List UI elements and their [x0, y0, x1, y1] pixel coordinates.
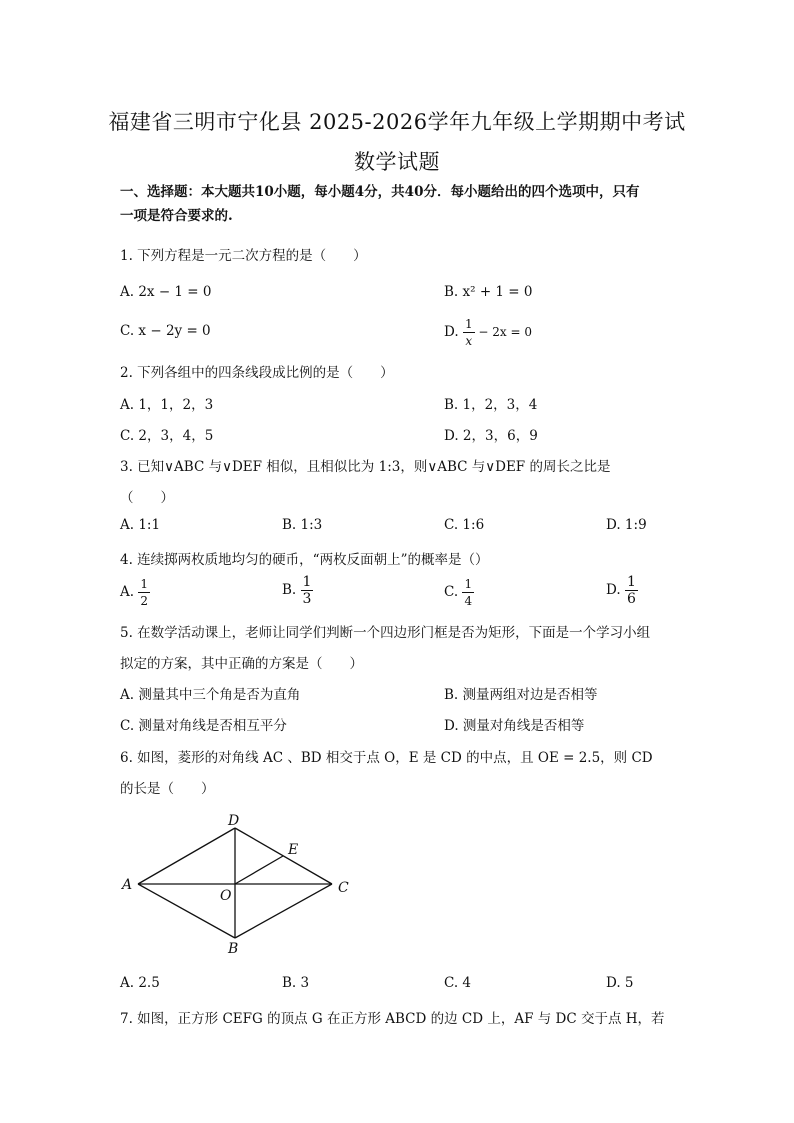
label-c: C	[338, 880, 349, 896]
q4-a-denominator: 2	[140, 594, 148, 608]
q6-option-c: C. 4	[444, 975, 472, 991]
q4-c-denominator: 4	[464, 594, 473, 608]
q4-option-d-label: D.	[606, 582, 621, 598]
q5-option-c: C. 测量对角线是否相互平分	[120, 718, 287, 734]
label-a: A	[122, 877, 133, 893]
question-3-stem: 3. 已知∨ABC 与∨DEF 相似，且相似比为 1:3，则∨ABC 与∨DEF 的周长之比是	[120, 459, 611, 475]
q4-option-c-fraction	[462, 576, 474, 609]
q4-d-denominator: 6	[626, 591, 636, 607]
q5-option-b: B. 测量两组对边是否相等	[444, 687, 598, 703]
section-heading	[120, 180, 680, 228]
exam-subtitle: 数学试题	[354, 150, 440, 174]
q6-option-d: D. 5	[606, 975, 634, 991]
label-e: E	[288, 842, 299, 858]
q6-option-b: B. 3	[282, 975, 310, 991]
q5-option-d: D. 测量对角线是否相等	[444, 718, 585, 734]
section-heading-line1: 一、选择题：本大题共10小题，每小题4分，共40分．每小题给出的四个选项中，只有	[120, 184, 640, 200]
question-6-stem-cont: 的长是（ ）	[120, 781, 215, 797]
q4-option-a-label: A.	[120, 584, 135, 600]
q1-option-d-label: D.	[444, 324, 459, 340]
q6-option-a: A. 2.5	[120, 975, 160, 991]
q1-option-b: B. x² + 1 = 0	[444, 284, 533, 300]
q2-option-d: D. 2，3，6，9	[444, 428, 538, 444]
rhombus-figure	[110, 808, 370, 958]
label-d: D	[228, 813, 240, 829]
q1-option-d	[444, 316, 532, 349]
q1-d-denominator: x	[465, 334, 473, 348]
q1-option-a: A. 2x − 1 = 0	[120, 284, 212, 300]
q3-option-d: D. 1:9	[606, 517, 647, 533]
q2-option-b: B. 1，2，3，4	[444, 397, 538, 413]
q1-d-numerator: 1	[464, 317, 473, 331]
question-1-stem: 1. 下列方程是一元二次方程的是（ ）	[120, 248, 367, 264]
q2-option-a: A. 1，1，2，3	[120, 397, 214, 413]
question-3-stem-cont: （ ）	[120, 490, 174, 506]
q4-option-d	[606, 574, 638, 607]
question-5-stem: 5. 在数学活动课上，老师让同学们判断一个四边形门框是否为矩形，下面是一个学习小组	[120, 625, 651, 641]
q4-option-b-label: B.	[282, 582, 297, 598]
q3-option-b: B. 1:3	[282, 517, 323, 533]
question-2-stem: 2. 下列各组中的四条线段成比例的是（ ）	[120, 365, 394, 381]
edge-cb	[235, 884, 332, 938]
question-4-stem: 4. 连续掷两枚质地均匀的硬币，“两枚反面朝上”的概率是（）	[120, 552, 489, 568]
q1-option-c: C. x − 2y = 0	[120, 323, 211, 339]
q4-option-a-fraction	[138, 576, 150, 609]
question-6-stem: 6. 如图，菱形的对角线 AC 、BD 相交于点 O，E 是 CD 的中点，且 OE = 2.5，则 CD	[120, 750, 653, 766]
q4-option-c-label: C.	[444, 584, 459, 600]
q3-option-a: A. 1:1	[120, 517, 161, 533]
q4-option-d-fraction	[625, 574, 638, 607]
q5-option-a: A. 测量其中三个角是否为直角	[120, 687, 301, 703]
exam-title: 福建省三明市宁化县 2025-2026学年九年级上学期期中考试	[108, 110, 686, 134]
q4-b-numerator: 1	[302, 574, 312, 590]
q4-option-c	[444, 576, 474, 609]
q2-option-c: C. 2，3，4，5	[120, 428, 214, 444]
question-5-stem-cont: 拟定的方案，其中正确的方案是（ ）	[120, 656, 363, 672]
label-b: B	[228, 941, 239, 957]
q4-d-numerator: 1	[626, 574, 636, 590]
q4-a-numerator: 1	[140, 577, 148, 591]
section-heading-line2: 一项是符合要求的.	[120, 208, 233, 224]
label-o: O	[220, 888, 232, 904]
q1-option-d-rest: − 2x = 0	[474, 325, 532, 339]
q3-option-c: C. 1:6	[444, 517, 485, 533]
question-7-stem: 7. 如图，正方形 CEFG 的顶点 G 在正方形 ABCD 的边 CD 上，AF 与 DC 交于点 H，若	[120, 1011, 665, 1027]
segment-oe	[235, 856, 283, 884]
q1-option-d-fraction	[463, 316, 475, 349]
q4-option-a	[120, 576, 150, 609]
q4-option-b	[282, 574, 313, 607]
q4-c-numerator: 1	[464, 577, 473, 591]
q4-b-denominator: 3	[302, 591, 312, 607]
q4-option-b-fraction	[301, 574, 314, 607]
edge-ad	[138, 828, 235, 884]
